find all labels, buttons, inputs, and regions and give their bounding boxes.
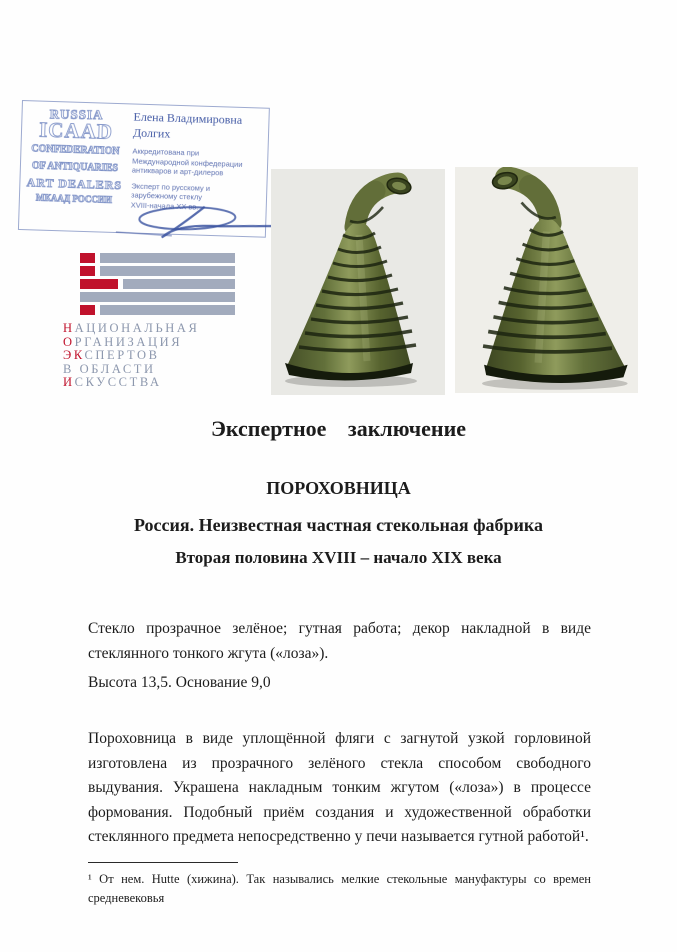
flask-illustration	[455, 167, 638, 393]
emblem-text: ART DEALERS	[26, 175, 123, 193]
expertise-line: XVIII-начала XX вв.	[130, 199, 199, 212]
footnote-text: ¹ От нем. Hutte (хижина). Так назывались мелкие стекольные мануфактуры со времен средневековья	[88, 872, 591, 905]
logo-word: ОРГАНИЗАЦИЯ	[63, 334, 183, 349]
logo-bar	[80, 266, 238, 276]
artifact-photo-back	[455, 167, 638, 393]
footnote-divider	[88, 862, 238, 863]
logo-word: ИСКУССТВА	[63, 375, 162, 389]
accreditation-line: антикваров и арт-дилеров	[131, 165, 224, 178]
emblem-text: OF ANTIQUARIES	[31, 160, 119, 175]
dimensions-line: Высота 13,5. Основание 9,0	[88, 674, 271, 691]
logo-bar	[80, 305, 238, 315]
accreditation-block	[132, 146, 265, 179]
logo-word: НАЦИОНАЛЬНАЯ	[63, 321, 200, 335]
emblem-text: RUSSIA	[49, 106, 104, 123]
expert-surname: Долгих	[132, 125, 171, 141]
accreditation-line: Международной конфедерации	[132, 155, 243, 169]
logo-word: В ОБЛАСТИ	[63, 361, 156, 376]
logo-bar	[80, 279, 238, 289]
logo-mark	[63, 253, 238, 316]
emblem-text: CONFEDERATION	[31, 143, 120, 158]
body-paragraph: Пороховница в виде уплощённой фляги с загнутой узкой горловиной изготовлена из прозрачного зелёного стекла способом свободного выдувания. Украшена накладным тонким жгутом («лоза») в процессе формования. Подобный приём создания и художественной обработки стеклянного предмета непосредственно у печи называется гутной работой¹.	[88, 730, 591, 845]
logo-wordmark	[63, 322, 238, 390]
attribution-heading: Россия. Неизвестная частная стекольная фабрика	[133, 515, 544, 535]
flask-illustration	[271, 169, 445, 395]
logo-bar	[80, 292, 238, 302]
emblem-text: ICAAD	[38, 117, 114, 144]
expert-first-patronymic: Елена Владимировна	[133, 109, 243, 127]
expert-name	[133, 109, 266, 145]
description-paragraph: Стекло прозрачное зелёное; гутная работа; декор накладной в виде стеклянного тонкого жгута («лоза»).	[88, 620, 591, 662]
expertise-line: Эксперт по русскому и	[131, 180, 211, 193]
noexi-logo	[63, 253, 238, 390]
artifact-photo-front	[271, 169, 445, 395]
accreditation-line: Аккредитована при	[132, 146, 200, 158]
emblem-text: МКААД РОССИИ	[35, 192, 113, 205]
page-title: Экспертное заключение	[210, 416, 467, 441]
dating-heading: Вторая половина XVIII – начало XIX века	[175, 548, 502, 567]
logo-word: ЭКСПЕРТОВ	[63, 348, 160, 362]
object-name-heading: ПОРОХОВНИЦА	[266, 478, 411, 498]
logo-bar	[80, 253, 238, 263]
signature-icon	[112, 196, 283, 245]
expert-stamp	[18, 100, 270, 238]
stamp-expert-info	[131, 109, 266, 214]
expertise-line: зарубежному стеклу	[130, 190, 203, 202]
